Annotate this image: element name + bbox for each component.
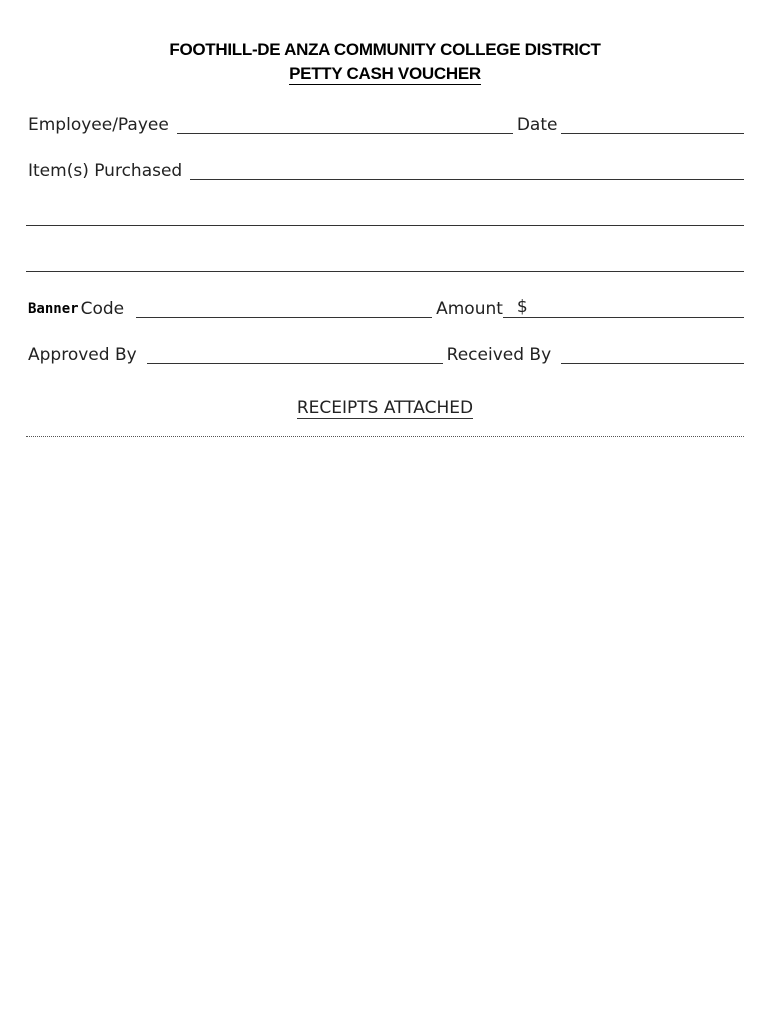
received-by-label: Received By — [446, 345, 552, 365]
items-purchased-field[interactable] — [190, 159, 744, 180]
banner-label: Banner — [28, 301, 79, 317]
approval-row — [28, 340, 744, 366]
received-by-field[interactable] — [561, 343, 744, 364]
amount-currency-symbol: $ — [516, 297, 528, 317]
form-title-text: PETTY CASH VOUCHER — [289, 64, 481, 83]
form-title — [0, 64, 770, 84]
cut-line-divider — [26, 436, 744, 437]
receipts-attached — [0, 398, 770, 418]
date-label: Date — [516, 115, 558, 135]
amount-field[interactable] — [503, 297, 744, 318]
approved-by-field[interactable] — [147, 343, 443, 364]
banner-code-field[interactable] — [136, 297, 432, 318]
approved-by-label: Approved By — [28, 345, 137, 365]
banner-code-label: Code — [80, 299, 125, 319]
employee-date-row — [28, 110, 744, 136]
employee-payee-field[interactable] — [177, 113, 513, 134]
receipts-attached-text: RECEIPTS ATTACHED — [296, 398, 474, 418]
date-field[interactable] — [561, 113, 744, 134]
items-purchased-line-2[interactable] — [26, 225, 744, 226]
items-purchased-line-3[interactable] — [26, 271, 744, 272]
employee-payee-label: Employee/Payee — [28, 115, 169, 135]
amount-label: Amount — [436, 299, 503, 319]
banner-amount-row — [28, 294, 744, 320]
district-title: FOOTHILL-DE ANZA COMMUNITY COLLEGE DISTRICT — [169, 40, 601, 59]
items-purchased-row — [28, 156, 744, 182]
items-purchased-label: Item(s) Purchased — [28, 161, 183, 181]
